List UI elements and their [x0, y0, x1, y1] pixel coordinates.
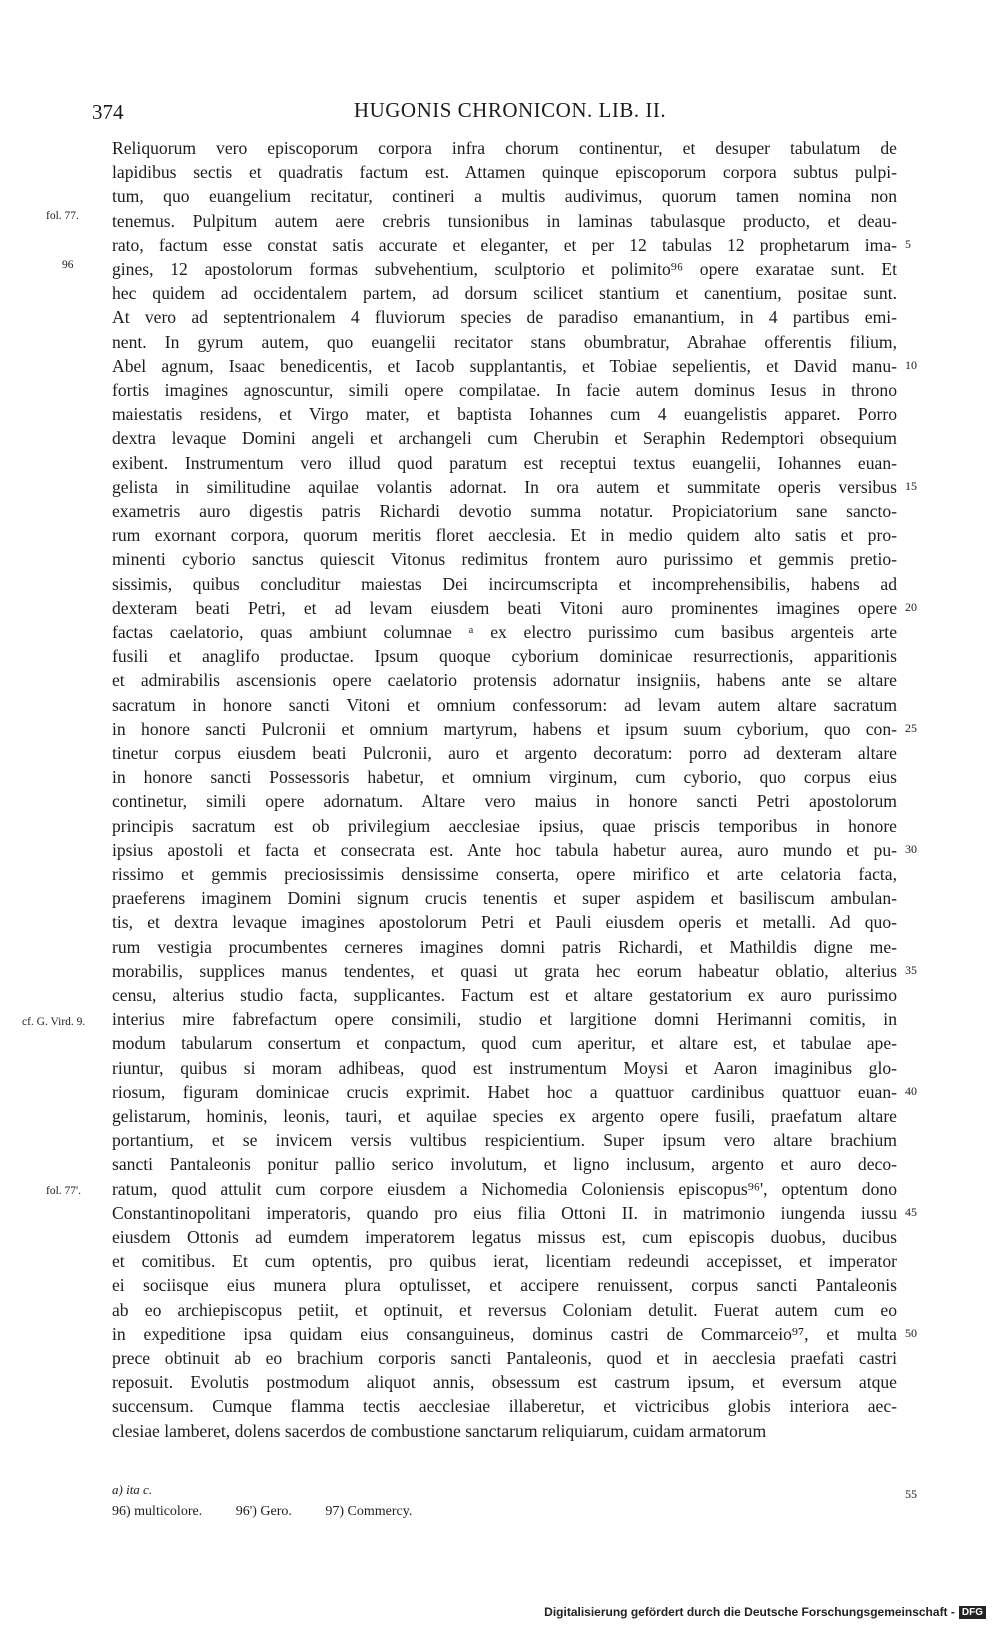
text-line: sancti Pantaleonis ponitur pallio serico involutum, et ligno inclusum, argento et auro deco-: [112, 1154, 897, 1175]
text-line: ratum, quod attulit cum corpore eiusdem a Nichomedia Coloniensis episcopus⁹⁶', optentum dono: [112, 1178, 897, 1199]
line-number: 30: [905, 841, 917, 856]
text-line: clesiae lamberet, dolens sacerdos de combustione sanctarum reliquiarum, cuidam armatorum: [112, 1420, 767, 1441]
text-line: gelista in similitudine aquilae volantis adornat. In ora autem et summitate operis versibus: [112, 476, 897, 497]
line-number: 5: [905, 236, 911, 251]
text-line: gines, 12 apostolorum formas subvehentium, sculptorio et polimito⁹⁶ opere exaratae sunt. Et: [112, 259, 897, 279]
text-line: portantium, et se invicem versis vultibus respicientium. Super ipsum vero altare brachium: [112, 1130, 897, 1151]
text-line: dexteram beati Petri, et ad levam eiusdem beati Vitoni auro prominentes imagines opere: [112, 597, 897, 618]
text-line: reposuit. Evolutis postmodum aliquot annis, obsessum est castrum ipsum, et eversum atque: [112, 1372, 897, 1393]
line-number: 45: [905, 1204, 917, 1219]
text-line: Constantinopolitani imperatoris, quando pro eius filia Ottoni II. in matrimonio iungenda iussu: [112, 1202, 897, 1223]
text-line: fusili et anaglifo productae. Ipsum quoque cyborium dominicae resurrectionis, apparitionis: [112, 646, 897, 667]
text-line: tum, quo euangelium recitatur, contineri a multis audivimus, quorum tamen nomina non: [112, 186, 897, 207]
text-line: riosum, figuram dominicae crucis exprimit. Habet hoc a quattuor cardinibus quattuor euan-: [112, 1081, 897, 1102]
text-line: sissimis, quibus concluditur maiestas Dei incircumscripta et incomprehensibilis, habens ad: [112, 573, 897, 594]
text-line: Abel agnum, Isaac benedicentis, et Iacob supplantantis, et Tobiae sepelientis, et David manu-: [112, 355, 897, 376]
text-line: et comitibus. Et cum optentis, pro quibus ierat, licentiam redeundi accepisset, et imperator: [112, 1251, 897, 1272]
text-line: prece obtinuit ab eo brachium corporis sancti Pantaleonis, quod et in aecclesia praefati castri: [112, 1348, 897, 1368]
text-line: ei sociisque eius munera plura optulisset, et accipere renuissent, corpus sancti Pantaleonis: [112, 1275, 897, 1296]
line-number: 35: [905, 962, 917, 977]
text-line: rissimo et gemmis preciosissimis densissime conserta, opere mirifico et arte celatoria facta,: [112, 864, 897, 884]
text-line: minenti cyborio sanctus quiescit Vitonus redimitus frontem auro purissimo et gemmis pretio-: [112, 549, 897, 570]
running-head: HUGONIS CHRONICON. LIB. II.: [353, 98, 667, 122]
line-number: 10: [905, 357, 917, 372]
text-line: ipsius apostoli et facta et consecrata est. Ante hoc tabula habetur aurea, auro mundo et pu-: [112, 839, 897, 860]
margin-note-fol77: fol. 77.: [46, 210, 79, 222]
text-line: interius mire fabrefactum opere consimili, studio et largitione domni Herimanni comitis, in: [112, 1009, 897, 1030]
text-line: in honore sancti Pulcronii et omnium martyrum, habens et ipsum suum cyborium, quo con-: [112, 718, 897, 739]
line-number: 50: [905, 1325, 917, 1340]
margin-note-cf-gesta: cf. G. Vird. 9.: [22, 1016, 86, 1028]
line-number-55: 55: [905, 1487, 917, 1501]
text-line: rum exornant corpora, quorum meritis floret aecclesia. Et in medio quidem alto satis et pro-: [112, 525, 897, 546]
text-line: factas caelatorio, quas ambiunt columnae ᵃ ex electro purissimo cum basibus argenteis arte: [112, 622, 897, 642]
text-line: riuntur, quibus si moram adhibeas, quod est instrumentum Moysi et Aaron imaginibus glo-: [112, 1057, 897, 1078]
text-line: fortis imagines agnoscuntur, simili opere compilatae. In facie autem dominus Iesus in throno: [112, 380, 897, 400]
text-line: dextra levaque Domini angeli et archangeli cum Cherubin et Seraphin Redemptori obsequium: [112, 428, 897, 449]
credit-text: Digitalisierung gefördert durch die Deutsche Forschungsgemeinschaft -: [544, 1605, 955, 1619]
text-line: morabilis, supplices manus tendentes, et quasi ut grata hec eorum habeatur oblatio, alterius: [112, 960, 897, 981]
page-number: 374: [92, 100, 124, 124]
footnote-96b: 96') Gero.: [235, 1504, 292, 1519]
text-line: praeferens imaginem Domini signum crucis tenentis et super aspidem et basiliscum ambulan-: [112, 888, 897, 909]
text-line: principis sacratum est ob privilegium aecclesiae ipsius, quae priscis temporibus in honore: [112, 815, 897, 836]
line-number: 15: [905, 478, 917, 493]
line-number: 20: [905, 599, 917, 614]
text-line: hec quidem ad occidentalem partem, ad dorsum scilicet stantium et canentium, positae sunt.: [112, 283, 897, 304]
text-line: succensum. Cumque flamma tectis aecclesiae illaberetur, et victricibus globis interiora aec-: [112, 1396, 897, 1417]
footnote-97: 97) Commercy.: [325, 1504, 413, 1519]
footnotes: [112, 1482, 442, 1520]
text-line: tis, et dextra levaque imagines apostolorum Petri et Pauli eiusdem operis et metalli. Ad quo-: [112, 912, 897, 933]
footnote-numbered: [112, 1504, 442, 1520]
line-number: 40: [905, 1083, 917, 1098]
text-line: gelistarum, hominis, leonis, tauri, et aquilae species ex argento opere fusili, praefatum altare: [112, 1106, 897, 1126]
text-line: tenemus. Pulpitum autem aere crebris tunsionibus in laminas tabulasque producto, et deau-: [112, 210, 897, 231]
footnote-96: 96) multicolore.: [112, 1504, 203, 1519]
text-line: Reliquorum vero episcoporum corpora infra chorum continentur, et desuper tabulatum de: [112, 138, 897, 158]
margin-note-96: 96: [62, 259, 74, 271]
text-line: rato, factum esse constat satis accurate et eleganter, et per 12 tabulas 12 prophetarum ima-: [112, 234, 897, 255]
text-line: rum vestigia procumbentes cerneres imagines domni patris Richardi, et Mathildis digne me-: [112, 936, 897, 957]
text-line: in honore sancti Possessoris habetur, et omnium virginum, cum cyborio, quo corpus eius: [112, 767, 897, 788]
text-line: continetur, simili opere adornatum. Altare vero maius in honore sancti Petri apostolorum: [112, 791, 897, 812]
text-line: ab eo archiepiscopus petiit, et optinuit, et reversus Coloniam detulit. Fuerat autem cum eo: [112, 1299, 897, 1320]
text-line: lapidibus sectis et quadratis factum est. Attamen quinque episcoporum corpora subtus pulpi-: [112, 162, 897, 183]
dfg-logo: DFG: [959, 1606, 986, 1619]
text-line: exametris auro digestis patris Richardi devotio summa notatur. Propiciatorium sane sancto-: [112, 501, 897, 521]
digitization-credit: [544, 1605, 986, 1619]
text-line: exibent. Instrumentum vero illud quod paratum est receptui textus euangelii, Iohannes euan-: [112, 452, 897, 473]
text-line: nent. In gyrum autem, quo euangelii recitator stans obumbratur, Abrahae offerentis filium,: [112, 331, 897, 352]
text-line: tinetur corpus eiusdem beati Pulcronii, auro et argento decoratum: porro ad dexteram altare: [112, 743, 897, 763]
line-number: 25: [905, 720, 917, 735]
text-line: sacratum in honore sancti Vitoni et omnium confessorum: ad levam autem altare sacratum: [112, 694, 897, 715]
text-line: eiusdem Ottonis ad eumdem imperatorem legatus missus est, cum episcopis duobus, ducibus: [112, 1227, 897, 1247]
text-line: et admirabilis ascensionis opere caelatorio protensis adornatur insigniis, habens ante se altare: [112, 670, 897, 691]
text-line: maiestatis residens, et Virgo mater, et baptista Iohannes cum 4 euangelistis apparet. Porro: [112, 404, 897, 425]
text-line: censu, alterius studio facta, supplicantes. Factum est et altare gestatorium ex auro purissimo: [112, 985, 897, 1005]
text-line: modum tabularum consertum et conpactum, quod cum aperitur, et altare est, et tabulae ape-: [112, 1033, 897, 1054]
text-line: At vero ad septentrionalem 4 fluviorum species de paradiso emanantium, in 4 partibus emi-: [112, 307, 897, 328]
footnote-a: a) ita c.: [112, 1482, 153, 1497]
margin-note-fol77v: fol. 77'.: [46, 1185, 81, 1197]
text-line: in expeditione ipsa quidam eius consanguineus, dominus castri de Commarceio⁹⁷, et multa: [112, 1323, 897, 1344]
